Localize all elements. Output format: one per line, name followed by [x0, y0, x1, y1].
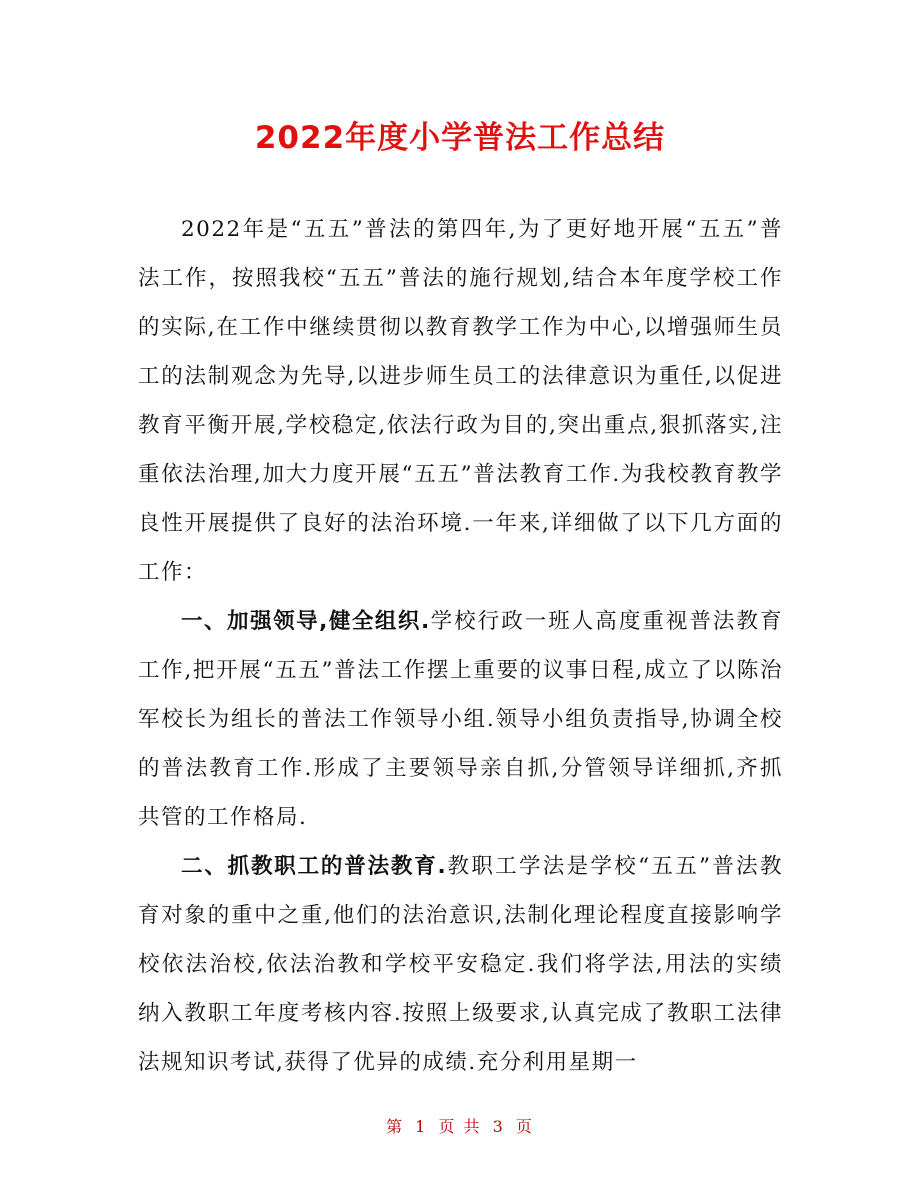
- paragraph-text: 学校行政一班人高度重视普法教育工作,把开展“五五”普法工作摆上重要的议事日程,成立了以陈治军校长为组长的普法工作领导小组.领导小组负责指导,协调全校的普法教育工作.形成了主要领导亲自抓,分管领导详细抓,齐抓共管的工作格局.: [138, 609, 783, 830]
- document-body: [138, 205, 783, 1087]
- section-heading: 一、加强领导,健全组织.: [181, 609, 431, 634]
- page-footer: [0, 1114, 920, 1137]
- footer-total-pages: 3: [492, 1117, 505, 1136]
- paragraph-section-1: [138, 597, 783, 842]
- paragraph-section-2: [138, 842, 783, 1087]
- section-heading: 二、抓教职工的普法教育.: [181, 854, 447, 879]
- paragraph-intro: [138, 205, 783, 597]
- footer-prefix: 第: [386, 1117, 405, 1136]
- footer-suffix: 页: [515, 1117, 534, 1136]
- paragraph-text: 2022年是“五五”普法的第四年,为了更好地开展“五五”普法工作，按照我校“五五”普法的施行规划,结合本年度学校工作的实际,在工作中继续贯彻以教育教学工作为中心,以增强师生员工的法制观念为先导,以进步师生员工的法律意识为重任,以促进教育平衡开展,学校稳定,依法行政为目的,突出重点,狠抓落实,注重依法治理,加大力度开展“五五”普法教育工作.为我校教育教学良性开展提供了良好的法治环境.一年来,详细做了以下几方面的工作：: [138, 217, 783, 585]
- footer-page-number: 1: [415, 1117, 428, 1136]
- footer-middle: 页 共: [438, 1117, 482, 1136]
- paragraph-text: 教职工学法是学校“五五”普法教育对象的重中之重,他们的法治意识,法制化理论程度直接影响学校依法治校,依法治教和学校平安稳定.我们将学法,用法的实绩纳入教职工年度考核内容.按照上级要求,认真完成了教职工法律法规知识考试,获得了优异的成绩.充分利用星期一: [138, 854, 784, 1075]
- document-title: 2022年度小学普法工作总结: [254, 120, 666, 156]
